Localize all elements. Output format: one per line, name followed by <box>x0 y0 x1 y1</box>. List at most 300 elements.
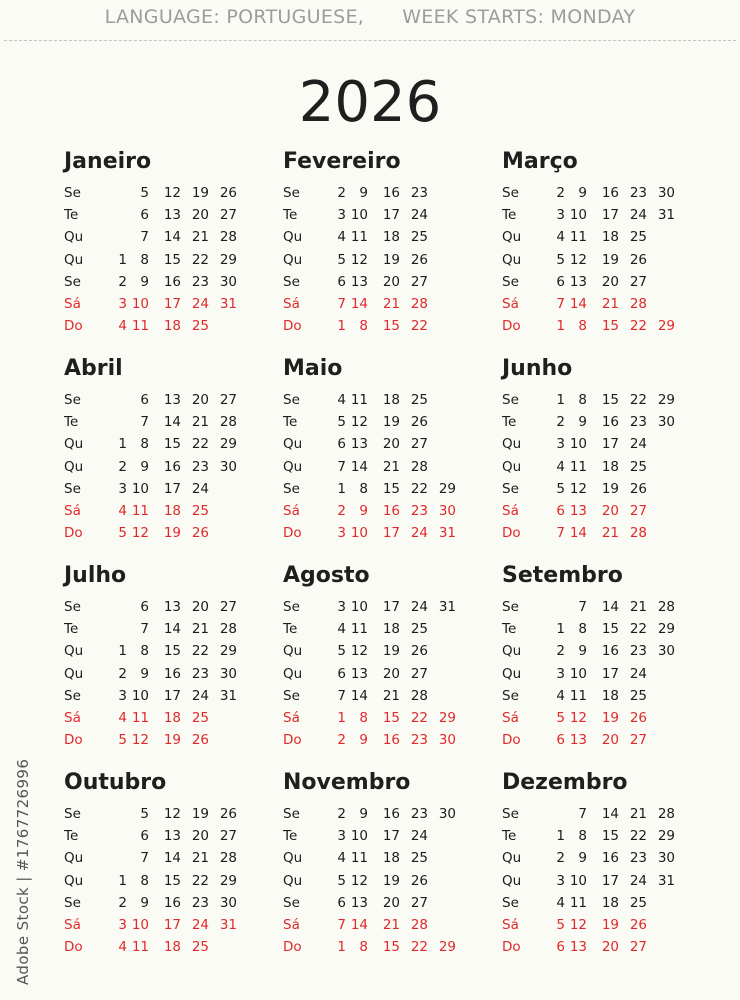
month-março <box>502 148 712 337</box>
header-caption <box>0 6 740 28</box>
day-cell: 27 <box>219 828 237 845</box>
day-cell: 17 <box>382 599 400 615</box>
weekday-label: Sá <box>64 709 81 726</box>
weekday-row <box>283 870 493 892</box>
weekday-row <box>283 500 493 522</box>
day-cell: 7 <box>556 525 565 542</box>
weekday-label: Qu <box>502 229 522 246</box>
day-cell: 27 <box>629 939 647 956</box>
weekday-row <box>283 892 493 914</box>
day-cell: 14 <box>569 525 587 542</box>
day-cell: 13 <box>350 273 368 290</box>
weekday-row <box>283 271 493 293</box>
day-cell: 29 <box>657 318 675 335</box>
day-cell: 26 <box>629 709 647 726</box>
day-cell: 28 <box>410 687 428 704</box>
day-cell: 27 <box>410 894 428 911</box>
day-cell: 30 <box>657 185 675 201</box>
day-cell: 16 <box>163 273 181 290</box>
day-cell: 5 <box>556 916 565 933</box>
weekday-label: Sá <box>283 709 300 726</box>
day-cell: 1 <box>118 643 127 660</box>
weekday-row <box>283 825 493 847</box>
day-cell: 5 <box>140 806 149 822</box>
weekday-label: Se <box>64 894 81 911</box>
day-cell: 21 <box>382 458 400 475</box>
day-cell: 2 <box>118 665 127 682</box>
day-cell: 11 <box>569 229 587 246</box>
day-cell: 21 <box>382 687 400 704</box>
day-cell: 9 <box>140 665 149 682</box>
day-cell: 27 <box>629 732 647 749</box>
month-name: Dezembro <box>502 770 628 795</box>
day-cell: 18 <box>163 318 181 335</box>
day-cell: 22 <box>191 251 209 268</box>
day-cell: 9 <box>578 643 587 660</box>
weekday-row <box>64 293 274 315</box>
day-cell: 9 <box>359 806 368 822</box>
day-cell: 15 <box>382 709 400 726</box>
day-cell: 28 <box>410 916 428 933</box>
weekday-row <box>64 478 274 500</box>
day-cell: 17 <box>601 436 619 453</box>
day-cell: 3 <box>556 872 565 889</box>
day-cell: 25 <box>410 229 428 246</box>
weekday-label: Qu <box>64 665 84 682</box>
day-cell: 2 <box>337 806 346 822</box>
weekday-row <box>64 249 274 271</box>
weekday-row <box>283 663 493 685</box>
day-cell: 30 <box>657 850 675 867</box>
day-cell: 20 <box>382 436 400 453</box>
day-cell: 3 <box>337 828 346 845</box>
weekday-label: Qu <box>64 458 84 475</box>
weekday-row <box>502 729 712 751</box>
day-cell: 20 <box>191 599 209 615</box>
day-cell: 1 <box>337 480 346 497</box>
day-cell: 20 <box>382 894 400 911</box>
weekday-label: Qu <box>283 643 303 660</box>
day-cell: 26 <box>629 480 647 497</box>
weekday-label: Qu <box>502 872 522 889</box>
day-cell: 17 <box>382 207 400 224</box>
year-title: 2026 <box>298 70 442 135</box>
day-cell: 14 <box>163 414 181 431</box>
month-junho <box>502 355 712 544</box>
day-cell: 10 <box>350 207 368 224</box>
weekday-row <box>283 618 493 640</box>
day-cell: 28 <box>657 599 675 615</box>
day-cell: 28 <box>219 621 237 638</box>
day-cell: 4 <box>556 687 565 704</box>
weekday-label: Do <box>283 939 302 956</box>
day-cell: 28 <box>629 525 647 542</box>
day-cell: 13 <box>350 894 368 911</box>
day-cell: 2 <box>337 732 346 749</box>
day-cell: 4 <box>337 229 346 246</box>
day-cell: 2 <box>118 894 127 911</box>
weekday-label: Qu <box>502 850 522 867</box>
weekday-row <box>64 847 274 869</box>
day-cell: 10 <box>569 207 587 224</box>
weekday-row <box>283 226 493 248</box>
day-cell: 20 <box>601 273 619 290</box>
day-cell: 26 <box>629 916 647 933</box>
day-cell: 8 <box>578 828 587 845</box>
day-cell: 11 <box>131 318 149 335</box>
day-cell: 7 <box>140 414 149 431</box>
day-cell: 15 <box>601 621 619 638</box>
weekday-row <box>283 456 493 478</box>
day-cell: 26 <box>410 872 428 889</box>
day-cell: 12 <box>163 806 181 822</box>
day-cell: 5 <box>556 480 565 497</box>
day-cell: 2 <box>337 185 346 201</box>
day-cell: 20 <box>601 502 619 519</box>
day-cell: 28 <box>219 229 237 246</box>
weekday-label: Se <box>283 273 300 290</box>
day-cell: 27 <box>219 599 237 615</box>
weekday-label: Qu <box>283 872 303 889</box>
day-cell: 16 <box>163 458 181 475</box>
weekday-row <box>64 803 274 825</box>
day-cell: 7 <box>337 687 346 704</box>
weekday-label: Qu <box>283 850 303 867</box>
day-cell: 19 <box>382 872 400 889</box>
weekday-label: Qu <box>64 850 84 867</box>
weekday-row <box>502 847 712 869</box>
day-cell: 24 <box>629 207 647 224</box>
day-cell: 16 <box>382 806 400 822</box>
day-cell: 8 <box>578 318 587 335</box>
day-cell: 23 <box>191 273 209 290</box>
day-cell: 5 <box>556 251 565 268</box>
day-cell: 7 <box>337 295 346 312</box>
day-cell: 10 <box>131 295 149 312</box>
weekday-row <box>64 914 274 936</box>
weekday-label: Sá <box>502 916 519 933</box>
day-cell: 20 <box>191 828 209 845</box>
day-cell: 12 <box>350 414 368 431</box>
weekday-label: Sá <box>283 295 300 312</box>
day-cell: 31 <box>219 295 237 312</box>
month-name: Abril <box>64 356 123 381</box>
day-cell: 8 <box>578 392 587 408</box>
month-name: Agosto <box>283 563 370 588</box>
day-cell: 4 <box>118 709 127 726</box>
day-cell: 5 <box>556 709 565 726</box>
day-cell: 14 <box>350 458 368 475</box>
weekday-label: Do <box>64 318 83 335</box>
day-cell: 19 <box>601 916 619 933</box>
month-janeiro <box>64 148 274 337</box>
weekday-label: Qu <box>64 229 84 246</box>
day-cell: 21 <box>382 295 400 312</box>
weekday-label: Te <box>64 828 79 845</box>
day-cell: 16 <box>382 732 400 749</box>
day-cell: 19 <box>191 806 209 822</box>
day-cell: 9 <box>578 414 587 431</box>
day-cell: 13 <box>163 828 181 845</box>
day-cell: 18 <box>382 229 400 246</box>
day-cell: 18 <box>601 687 619 704</box>
weekday-label: Se <box>64 687 81 704</box>
weekday-label: Qu <box>64 643 84 660</box>
weekday-row <box>283 389 493 411</box>
weekday-label: Se <box>64 480 81 497</box>
day-cell: 25 <box>191 939 209 956</box>
day-cell: 21 <box>191 621 209 638</box>
day-cell: 9 <box>578 850 587 867</box>
day-cell: 3 <box>118 687 127 704</box>
weekday-row <box>283 914 493 936</box>
day-cell: 23 <box>629 185 647 201</box>
weekday-label: Se <box>64 185 81 201</box>
day-cell: 15 <box>163 872 181 889</box>
day-cell: 3 <box>337 207 346 224</box>
day-cell: 22 <box>410 318 428 335</box>
day-cell: 15 <box>382 318 400 335</box>
day-cell: 23 <box>410 185 428 201</box>
day-cell: 20 <box>191 392 209 408</box>
day-cell: 1 <box>556 828 565 845</box>
day-cell: 26 <box>219 185 237 201</box>
day-cell: 27 <box>410 436 428 453</box>
day-cell: 6 <box>556 939 565 956</box>
weekday-label: Te <box>502 207 517 224</box>
weekday-label: Sá <box>283 502 300 519</box>
weekday-label: Te <box>283 621 298 638</box>
weekday-row <box>502 640 712 662</box>
weekday-label: Se <box>283 185 300 201</box>
day-cell: 9 <box>359 502 368 519</box>
day-cell: 17 <box>163 480 181 497</box>
day-cell: 14 <box>163 850 181 867</box>
day-cell: 27 <box>410 273 428 290</box>
month-name: Março <box>502 149 578 174</box>
day-cell: 29 <box>438 709 456 726</box>
day-cell: 16 <box>382 185 400 201</box>
day-cell: 19 <box>163 525 181 542</box>
day-cell: 19 <box>163 732 181 749</box>
day-cell: 24 <box>629 665 647 682</box>
weekday-row <box>502 411 712 433</box>
month-fevereiro <box>283 148 493 337</box>
day-cell: 17 <box>382 828 400 845</box>
day-cell: 13 <box>569 732 587 749</box>
day-cell: 26 <box>629 251 647 268</box>
day-cell: 17 <box>601 207 619 224</box>
day-cell: 12 <box>350 643 368 660</box>
weekday-label: Te <box>502 828 517 845</box>
weekday-row <box>64 522 274 544</box>
day-cell: 12 <box>569 916 587 933</box>
day-cell: 7 <box>337 916 346 933</box>
day-cell: 8 <box>140 643 149 660</box>
day-cell: 30 <box>657 643 675 660</box>
day-cell: 6 <box>556 502 565 519</box>
day-cell: 13 <box>569 273 587 290</box>
day-cell: 1 <box>556 318 565 335</box>
day-cell: 26 <box>410 643 428 660</box>
month-name: Setembro <box>502 563 623 588</box>
day-cell: 29 <box>657 392 675 408</box>
day-cell: 12 <box>569 480 587 497</box>
weekday-label: Do <box>502 318 521 335</box>
weekday-row <box>502 315 712 337</box>
cut-line-divider <box>4 40 736 41</box>
week-start-label: WEEK STARTS: MONDAY <box>402 6 636 28</box>
month-maio <box>283 355 493 544</box>
day-cell: 23 <box>629 643 647 660</box>
day-cell: 22 <box>191 872 209 889</box>
day-cell: 13 <box>569 502 587 519</box>
day-cell: 20 <box>382 273 400 290</box>
weekday-row <box>502 596 712 618</box>
day-cell: 28 <box>410 295 428 312</box>
weekday-label: Qu <box>502 251 522 268</box>
day-cell: 21 <box>629 806 647 822</box>
day-cell: 14 <box>601 806 619 822</box>
day-cell: 22 <box>629 318 647 335</box>
day-cell: 13 <box>163 392 181 408</box>
day-cell: 9 <box>359 732 368 749</box>
weekday-row <box>502 870 712 892</box>
weekday-label: Do <box>502 939 521 956</box>
weekday-label: Sá <box>64 295 81 312</box>
day-cell: 4 <box>337 392 346 408</box>
day-cell: 27 <box>219 207 237 224</box>
weekday-label: Se <box>64 273 81 290</box>
day-cell: 10 <box>131 480 149 497</box>
day-cell: 24 <box>629 436 647 453</box>
day-cell: 7 <box>337 458 346 475</box>
weekday-label: Do <box>283 732 302 749</box>
day-cell: 4 <box>556 229 565 246</box>
day-cell: 6 <box>337 894 346 911</box>
day-cell: 3 <box>337 599 346 615</box>
weekday-row <box>283 411 493 433</box>
day-cell: 10 <box>569 665 587 682</box>
day-cell: 13 <box>569 939 587 956</box>
day-cell: 4 <box>556 894 565 911</box>
day-cell: 27 <box>629 273 647 290</box>
day-cell: 14 <box>601 599 619 615</box>
day-cell: 7 <box>578 599 587 615</box>
weekday-label: Sá <box>502 502 519 519</box>
day-cell: 22 <box>410 709 428 726</box>
day-cell: 11 <box>131 709 149 726</box>
day-cell: 5 <box>337 251 346 268</box>
weekday-label: Se <box>502 185 519 201</box>
day-cell: 3 <box>118 295 127 312</box>
day-cell: 15 <box>163 251 181 268</box>
day-cell: 6 <box>140 828 149 845</box>
day-cell: 8 <box>359 939 368 956</box>
weekday-label: Se <box>502 599 519 615</box>
weekday-label: Qu <box>64 436 84 453</box>
day-cell: 2 <box>118 458 127 475</box>
day-cell: 1 <box>337 709 346 726</box>
weekday-row <box>64 271 274 293</box>
day-cell: 8 <box>359 318 368 335</box>
weekday-label: Se <box>64 599 81 615</box>
day-cell: 1 <box>337 318 346 335</box>
day-cell: 29 <box>438 480 456 497</box>
day-cell: 10 <box>569 872 587 889</box>
weekday-label: Te <box>283 207 298 224</box>
day-cell: 17 <box>382 525 400 542</box>
day-cell: 12 <box>569 251 587 268</box>
weekday-label: Se <box>283 687 300 704</box>
weekday-label: Te <box>283 414 298 431</box>
weekday-row <box>64 685 274 707</box>
weekday-row <box>283 685 493 707</box>
day-cell: 21 <box>191 850 209 867</box>
day-cell: 17 <box>163 687 181 704</box>
weekday-row <box>64 936 274 958</box>
weekday-row <box>283 596 493 618</box>
weekday-label: Do <box>64 525 83 542</box>
month-name: Janeiro <box>64 149 152 174</box>
month-name: Outubro <box>64 770 167 795</box>
day-cell: 20 <box>601 939 619 956</box>
day-cell: 1 <box>556 392 565 408</box>
day-cell: 11 <box>569 894 587 911</box>
weekday-label: Te <box>502 414 517 431</box>
day-cell: 26 <box>191 525 209 542</box>
day-cell: 10 <box>569 436 587 453</box>
weekday-row <box>64 640 274 662</box>
weekday-row <box>283 293 493 315</box>
day-cell: 16 <box>382 502 400 519</box>
weekday-row <box>283 315 493 337</box>
day-cell: 8 <box>578 621 587 638</box>
weekday-row <box>283 478 493 500</box>
weekday-row <box>64 870 274 892</box>
day-cell: 5 <box>118 732 127 749</box>
day-cell: 8 <box>140 251 149 268</box>
day-cell: 9 <box>359 185 368 201</box>
weekday-label: Se <box>502 273 519 290</box>
day-cell: 30 <box>438 806 456 822</box>
day-cell: 31 <box>438 599 456 615</box>
day-cell: 30 <box>219 273 237 290</box>
day-cell: 31 <box>219 916 237 933</box>
day-cell: 3 <box>118 916 127 933</box>
stock-credit: Adobe Stock | #1767726996 <box>14 758 32 985</box>
day-cell: 5 <box>337 643 346 660</box>
month-agosto <box>283 562 493 751</box>
weekday-row <box>502 803 712 825</box>
day-cell: 14 <box>350 295 368 312</box>
day-cell: 23 <box>410 806 428 822</box>
weekday-label: Sá <box>64 916 81 933</box>
weekday-label: Se <box>64 392 81 408</box>
weekday-label: Qu <box>283 665 303 682</box>
day-cell: 2 <box>556 185 565 201</box>
weekday-row <box>64 500 274 522</box>
day-cell: 28 <box>410 458 428 475</box>
weekday-row <box>283 729 493 751</box>
day-cell: 30 <box>219 894 237 911</box>
month-name: Maio <box>283 356 343 381</box>
day-cell: 24 <box>410 207 428 224</box>
day-cell: 24 <box>191 480 209 497</box>
weekday-row <box>64 729 274 751</box>
weekday-label: Se <box>283 599 300 615</box>
day-cell: 24 <box>191 916 209 933</box>
